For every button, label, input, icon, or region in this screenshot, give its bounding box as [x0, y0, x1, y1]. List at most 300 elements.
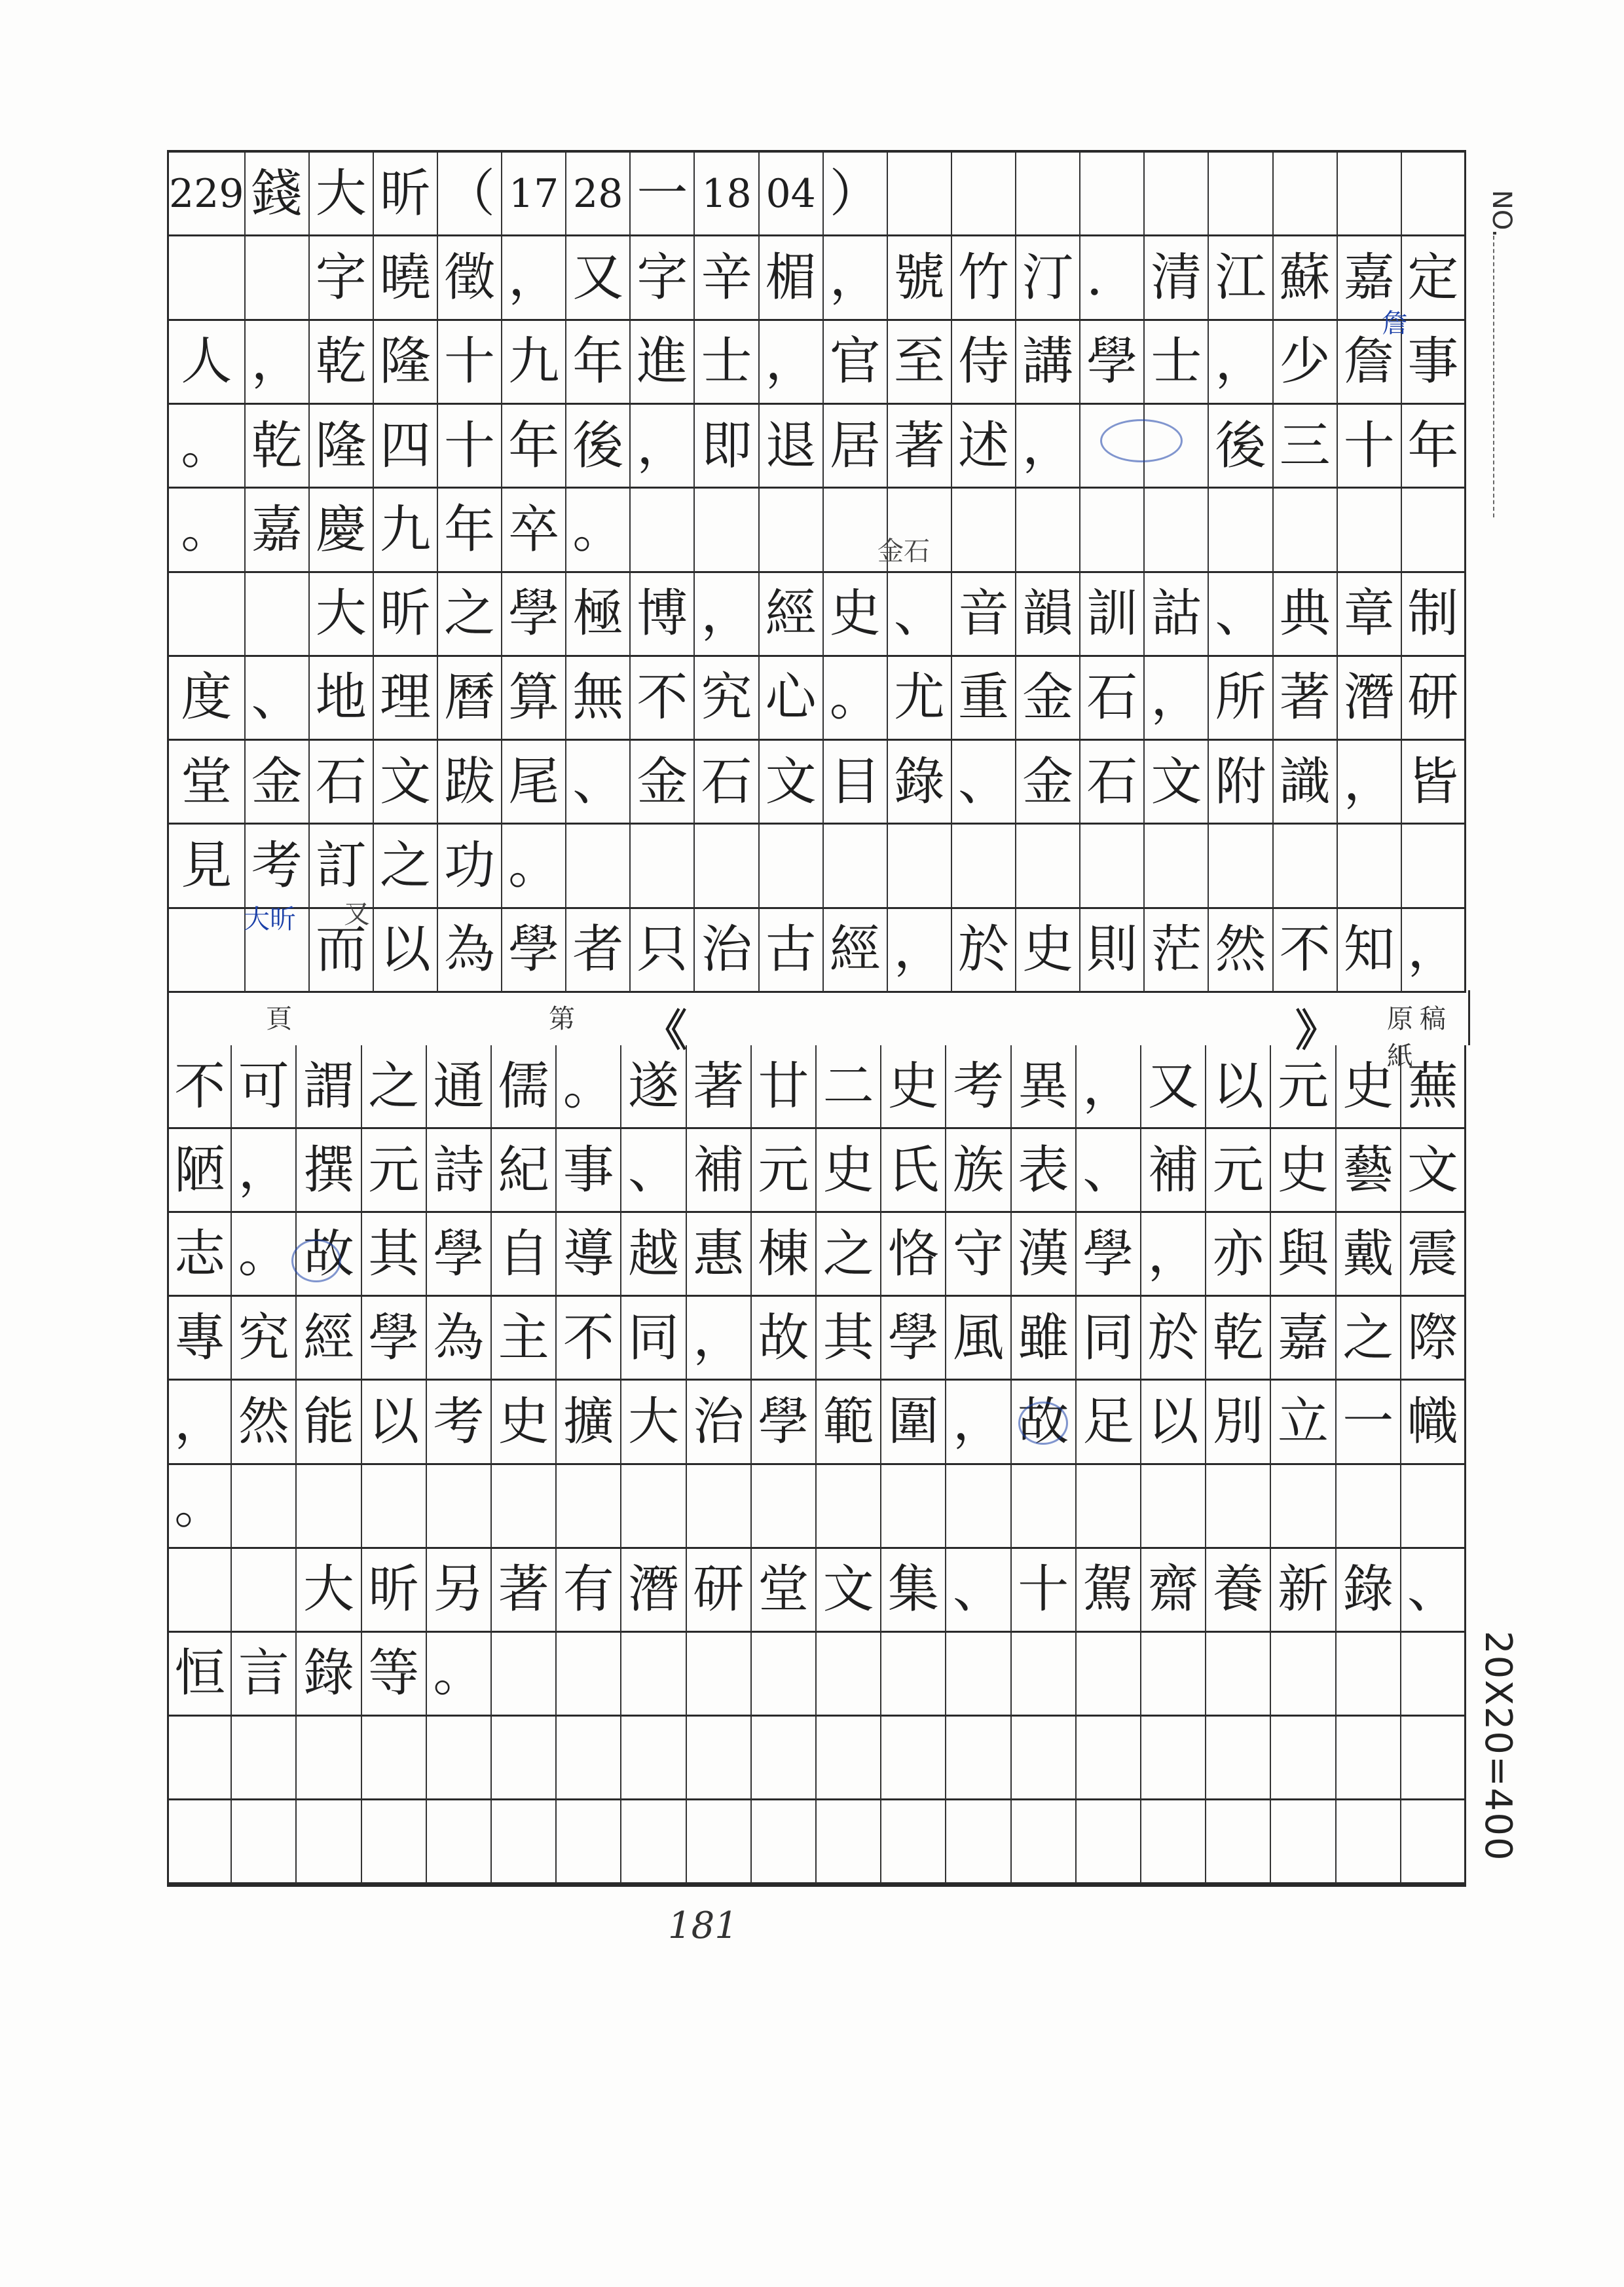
- grid-cell: 江: [1209, 236, 1273, 320]
- grid-cell: [297, 1717, 361, 1800]
- grid-cell: [1077, 1800, 1141, 1884]
- grid-cell: 恒: [167, 1633, 232, 1717]
- grid-cell: [1145, 153, 1209, 236]
- grid-cell: [566, 825, 631, 908]
- grid-cell: 訓: [1080, 573, 1145, 657]
- grid-cell: ，: [946, 1381, 1011, 1464]
- grid-cell: [1145, 825, 1209, 908]
- grid-cell: [1012, 1800, 1077, 1884]
- grid-cell: 同: [621, 1297, 686, 1381]
- grid-cell: ，: [1077, 1045, 1141, 1129]
- grid-cell: 士: [1145, 321, 1209, 405]
- grid-cell: ，: [502, 236, 566, 320]
- grid-cell: 尾: [502, 741, 566, 825]
- grid-cell: 皆: [1402, 741, 1466, 825]
- grid-cell: 故: [297, 1213, 361, 1297]
- grid-cell: 元: [1206, 1129, 1271, 1213]
- grid-cell: 章: [1338, 573, 1402, 657]
- grid-cell: [1209, 153, 1273, 236]
- grid-cell: 金: [1016, 741, 1080, 825]
- grid-cell: [817, 1800, 881, 1884]
- grid-cell: 。: [557, 1045, 621, 1129]
- grid-cell: 通: [427, 1045, 492, 1129]
- grid-cell: 、: [946, 1549, 1011, 1633]
- grid-cell: [1337, 1717, 1401, 1800]
- grid-cell: 慶: [310, 489, 374, 572]
- grid-cell: [952, 489, 1016, 572]
- grid-cell: 人: [167, 321, 246, 405]
- grid-cell: [1012, 1717, 1077, 1800]
- grid-cell: [1206, 1800, 1271, 1884]
- grid-cell: 韻: [1016, 573, 1080, 657]
- side-dashed-line: [1493, 236, 1494, 517]
- grid-cell: ，: [1141, 1213, 1206, 1297]
- grid-cell: [167, 573, 246, 657]
- grid-cell: 堂: [752, 1549, 817, 1633]
- grid-cell: [621, 1717, 686, 1800]
- grid-cell: 於: [1141, 1297, 1206, 1381]
- grid-cell: 遂: [621, 1045, 686, 1129]
- grid-cell: 不: [557, 1297, 621, 1381]
- grid-cell: 為: [438, 909, 502, 993]
- grid-cell: 史: [1337, 1045, 1401, 1129]
- grid-cell: 大: [310, 573, 374, 657]
- grid-cell: 九: [374, 489, 438, 572]
- grid-cell: 十: [438, 405, 502, 489]
- grid-cell: 28: [566, 153, 631, 236]
- grid-cell: [824, 825, 888, 908]
- grid-cell: [492, 1800, 557, 1884]
- grid-cell: ，: [695, 573, 759, 657]
- grid-cell: 族: [946, 1129, 1011, 1213]
- grid-cell: 能: [297, 1381, 361, 1464]
- grid-cell: ，: [631, 405, 695, 489]
- grid-cell: ，: [167, 1381, 232, 1464]
- grid-cell: 又: [1141, 1045, 1206, 1129]
- grid-cell: [557, 1465, 621, 1549]
- grid-cell: 侍: [952, 321, 1016, 405]
- grid-cell: 。: [167, 489, 246, 572]
- grid-cell: [687, 1717, 752, 1800]
- grid-cell: 故: [752, 1297, 817, 1381]
- grid-cell: 史: [881, 1045, 946, 1129]
- grid-cell: [1209, 489, 1273, 572]
- grid-cell: 尤: [888, 657, 952, 741]
- grid-cell: 少: [1274, 321, 1338, 405]
- grid-cell: 嘉: [1271, 1297, 1336, 1381]
- grid-cell: [557, 1800, 621, 1884]
- grid-cell: ，: [1209, 321, 1273, 405]
- grid-cell: 事: [1402, 321, 1466, 405]
- grid-cell: 進: [631, 321, 695, 405]
- grid-cell: 範: [817, 1381, 881, 1464]
- grid-cell: [817, 1633, 881, 1717]
- grid-cell: 著: [888, 405, 952, 489]
- grid-cell: ，: [760, 321, 824, 405]
- grid-cell: 撰: [297, 1129, 361, 1213]
- grid-cell: [631, 825, 695, 908]
- grid-cell: 擴: [557, 1381, 621, 1464]
- grid-cell: 不: [631, 657, 695, 741]
- insertion-mark: 詹: [1382, 308, 1408, 339]
- grid-cell: 、: [1401, 1549, 1466, 1633]
- grid-cell: 表: [1012, 1129, 1077, 1213]
- grid-cell: 無: [566, 657, 631, 741]
- grid-cell: ，: [1338, 741, 1402, 825]
- grid-cell: 述: [952, 405, 1016, 489]
- grid-cell: 圍: [881, 1381, 946, 1464]
- grid-cell: [1338, 489, 1402, 572]
- grid-cell: [232, 1549, 297, 1633]
- grid-cell: 棟: [752, 1213, 817, 1297]
- grid-cell: 言: [232, 1633, 297, 1717]
- grid-cell: [1206, 1717, 1271, 1800]
- gutter-chapter-label: 第: [549, 1004, 575, 1034]
- grid-cell: [1402, 153, 1466, 236]
- grid-cell: 文: [374, 741, 438, 825]
- grid-cell: [297, 1465, 361, 1549]
- grid-cell: [1401, 1717, 1466, 1800]
- grid-cell: [1337, 1800, 1401, 1884]
- grid-cell: [1401, 1465, 1466, 1549]
- insertion-mark: 金石: [877, 536, 930, 567]
- grid-cell: 元: [1271, 1045, 1336, 1129]
- grid-cell: 事: [557, 1129, 621, 1213]
- grid-cell: 嘉: [246, 489, 310, 572]
- grid-cell: 。: [232, 1213, 297, 1297]
- grid-cell: [621, 1465, 686, 1549]
- manuscript-grid-bottom: [167, 1045, 1466, 1887]
- grid-cell: [752, 1800, 817, 1884]
- grid-cell: [1206, 1633, 1271, 1717]
- gutter-page-label: 頁: [266, 1004, 292, 1034]
- grid-cell: 算: [502, 657, 566, 741]
- grid-cell: 者: [566, 909, 631, 993]
- grid-cell: 重: [952, 657, 1016, 741]
- grid-cell: 、: [566, 741, 631, 825]
- grid-cell: [1338, 825, 1402, 908]
- grid-cell: 自: [492, 1213, 557, 1297]
- insertion-mark: 大昕: [244, 904, 296, 935]
- grid-cell: 金: [246, 741, 310, 825]
- grid-cell: 。: [167, 405, 246, 489]
- grid-cell: 04: [760, 153, 824, 236]
- grid-cell: 乾: [1206, 1297, 1271, 1381]
- grid-cell: [1209, 825, 1273, 908]
- grid-cell: 石: [695, 741, 759, 825]
- grid-cell: 文: [817, 1549, 881, 1633]
- grid-cell: 所: [1209, 657, 1273, 741]
- grid-cell: 元: [362, 1129, 427, 1213]
- grid-cell: [1338, 153, 1402, 236]
- grid-cell: 守: [946, 1213, 1011, 1297]
- grid-cell: 講: [1016, 321, 1080, 405]
- grid-cell: 至: [888, 321, 952, 405]
- grid-cell: 究: [695, 657, 759, 741]
- grid-cell: 三: [1274, 405, 1338, 489]
- grid-cell: [1401, 1800, 1466, 1884]
- grid-cell: [1206, 1465, 1271, 1549]
- grid-cell: 之: [362, 1045, 427, 1129]
- grid-cell: 考: [946, 1045, 1011, 1129]
- ink-strikeout: [1018, 1402, 1068, 1445]
- grid-cell: 謂: [297, 1045, 361, 1129]
- grid-cell: 竹: [952, 236, 1016, 320]
- grid-cell: [946, 1717, 1011, 1800]
- grid-cell: 曉: [374, 236, 438, 320]
- grid-cell: 隆: [374, 321, 438, 405]
- grid-cell: 只: [631, 909, 695, 993]
- grid-cell: [946, 1633, 1011, 1717]
- grid-cell: [881, 1717, 946, 1800]
- grid-cell: 詹: [1338, 321, 1402, 405]
- grid-cell: 錄: [888, 741, 952, 825]
- grid-cell: 氏: [881, 1129, 946, 1213]
- grid-cell: 同: [1077, 1297, 1141, 1381]
- grid-cell: 一: [1337, 1381, 1401, 1464]
- grid-cell: 四: [374, 405, 438, 489]
- grid-cell: [881, 1633, 946, 1717]
- grid-cell: [687, 1465, 752, 1549]
- grid-cell: 錄: [297, 1633, 361, 1717]
- ink-strikeout: [1100, 419, 1183, 462]
- grid-cell: 導: [557, 1213, 621, 1297]
- grid-cell: 蘇: [1274, 236, 1338, 320]
- grid-cell: [167, 1717, 232, 1800]
- grid-cell: 官: [824, 321, 888, 405]
- gutter-right-bracket: 》: [1295, 1005, 1338, 1056]
- grid-cell: 楣: [760, 236, 824, 320]
- grid-cell: 年: [502, 405, 566, 489]
- grid-cell: ，: [1016, 405, 1080, 489]
- grid-cell: [1016, 489, 1080, 572]
- grid-cell: 紀: [492, 1129, 557, 1213]
- grid-cell: 齋: [1141, 1549, 1206, 1633]
- grid-cell: 然: [1209, 909, 1273, 993]
- grid-cell: [946, 1800, 1011, 1884]
- side-grid-spec: 20X20=400: [1477, 1631, 1519, 1862]
- grid-cell: 之: [374, 825, 438, 908]
- grid-cell: 補: [687, 1129, 752, 1213]
- grid-cell: 際: [1401, 1297, 1466, 1381]
- grid-cell: 考: [246, 825, 310, 908]
- grid-cell: [232, 1800, 297, 1884]
- grid-cell: [362, 1717, 427, 1800]
- grid-cell: [167, 909, 246, 993]
- grid-cell: 。: [824, 657, 888, 741]
- grid-cell: 音: [952, 573, 1016, 657]
- grid-cell: 其: [362, 1213, 427, 1297]
- grid-cell: 石: [1080, 741, 1145, 825]
- grid-cell: 詩: [427, 1129, 492, 1213]
- grid-cell: [1271, 1465, 1336, 1549]
- grid-cell: 見: [167, 825, 246, 908]
- grid-cell: [427, 1717, 492, 1800]
- grid-cell: [1402, 489, 1466, 572]
- grid-cell: 研: [687, 1549, 752, 1633]
- grid-cell: 研: [1402, 657, 1466, 741]
- grid-cell: 學: [752, 1381, 817, 1464]
- grid-cell: 之: [438, 573, 502, 657]
- grid-cell: 於: [952, 909, 1016, 993]
- grid-cell: 年: [438, 489, 502, 572]
- grid-cell: 。: [502, 825, 566, 908]
- grid-cell: 新: [1271, 1549, 1336, 1633]
- grid-cell: 字: [310, 236, 374, 320]
- grid-cell: 年: [1402, 405, 1466, 489]
- grid-cell: [492, 1633, 557, 1717]
- grid-cell: [1080, 489, 1145, 572]
- grid-cell: 究: [232, 1297, 297, 1381]
- grid-cell: 定: [1402, 236, 1466, 320]
- grid-cell: [167, 1549, 232, 1633]
- grid-cell: 號: [888, 236, 952, 320]
- grid-cell: 不: [167, 1045, 232, 1129]
- grid-cell: ，: [687, 1297, 752, 1381]
- gutter-sheet-label: 原稿紙: [1387, 1004, 1452, 1071]
- grid-cell: 另: [427, 1549, 492, 1633]
- grid-cell: 史: [824, 573, 888, 657]
- grid-cell: 十: [1338, 405, 1402, 489]
- grid-cell: [557, 1633, 621, 1717]
- grid-cell: （: [438, 153, 502, 236]
- grid-cell: 亦: [1206, 1213, 1271, 1297]
- grid-cell: [1274, 825, 1338, 908]
- grid-cell: 史: [817, 1129, 881, 1213]
- grid-cell: 專: [167, 1297, 232, 1381]
- grid-cell: 潛: [1338, 657, 1402, 741]
- grid-cell: ，: [824, 236, 888, 320]
- grid-cell: 經: [824, 909, 888, 993]
- grid-cell: 集: [881, 1549, 946, 1633]
- grid-cell: 即: [695, 405, 759, 489]
- grid-cell: 然: [232, 1381, 297, 1464]
- grid-cell: 昕: [362, 1549, 427, 1633]
- grid-cell: 雖: [1012, 1297, 1077, 1381]
- grid-cell: 與: [1271, 1213, 1336, 1297]
- grid-cell: 。: [427, 1633, 492, 1717]
- grid-cell: [232, 1717, 297, 1800]
- manuscript-grid-top: [167, 150, 1466, 993]
- grid-cell: 退: [760, 405, 824, 489]
- grid-cell: [1016, 153, 1080, 236]
- grid-cell: 大: [310, 153, 374, 236]
- side-no-label: NO.: [1486, 190, 1517, 238]
- grid-cell: [167, 1800, 232, 1884]
- grid-cell: 居: [824, 405, 888, 489]
- grid-cell: 著: [1274, 657, 1338, 741]
- grid-cell: 學: [362, 1297, 427, 1381]
- grid-cell: 、: [1209, 573, 1273, 657]
- grid-cell: [297, 1800, 361, 1884]
- grid-cell: 以: [362, 1381, 427, 1464]
- grid-cell: [1016, 825, 1080, 908]
- grid-cell: 元: [752, 1129, 817, 1213]
- grid-cell: 史: [1271, 1129, 1336, 1213]
- grid-cell: 目: [824, 741, 888, 825]
- grid-cell: 則: [1080, 909, 1145, 993]
- grid-cell: [817, 1717, 881, 1800]
- grid-cell: 考: [427, 1381, 492, 1464]
- grid-cell: 越: [621, 1213, 686, 1297]
- grid-cell: 足: [1077, 1381, 1141, 1464]
- grid-cell: 跋: [438, 741, 502, 825]
- grid-cell: ）: [824, 153, 888, 236]
- grid-cell: [817, 1465, 881, 1549]
- grid-cell: 石: [1080, 657, 1145, 741]
- grid-cell: 17: [502, 153, 566, 236]
- grid-cell: 震: [1401, 1213, 1466, 1297]
- grid-cell: [888, 153, 952, 236]
- grid-cell: 經: [760, 573, 824, 657]
- grid-cell: [1012, 1465, 1077, 1549]
- grid-cell: [1077, 1465, 1141, 1549]
- grid-cell: 一: [631, 153, 695, 236]
- grid-cell: 詁: [1145, 573, 1209, 657]
- grid-cell: 幟: [1401, 1381, 1466, 1464]
- grid-cell: 知: [1338, 909, 1402, 993]
- grid-cell: 九: [502, 321, 566, 405]
- grid-cell: [752, 1465, 817, 1549]
- grid-cell: [952, 825, 1016, 908]
- grid-cell: ，: [1145, 657, 1209, 741]
- grid-cell: 文: [1145, 741, 1209, 825]
- grid-cell: 心: [760, 657, 824, 741]
- grid-cell: 功: [438, 825, 502, 908]
- grid-cell: 而: [310, 909, 374, 993]
- grid-cell: 石: [310, 741, 374, 825]
- grid-cell: [1402, 825, 1466, 908]
- grid-cell: 十: [1012, 1549, 1077, 1633]
- grid-cell: ，: [232, 1129, 297, 1213]
- grid-cell: [1271, 1717, 1336, 1800]
- grid-cell: 後: [566, 405, 631, 489]
- grid-cell: 理: [374, 657, 438, 741]
- grid-cell: 蕪: [1401, 1045, 1466, 1129]
- grid-cell: 治: [695, 909, 759, 993]
- grid-cell: 異: [1012, 1045, 1077, 1129]
- grid-cell: 大: [621, 1381, 686, 1464]
- grid-cell: 附: [1209, 741, 1273, 825]
- grid-cell: 。: [566, 489, 631, 572]
- grid-cell: 惠: [687, 1213, 752, 1297]
- grid-cell: 駕: [1077, 1549, 1141, 1633]
- grid-cell: 儒: [492, 1045, 557, 1129]
- grid-cell: [621, 1800, 686, 1884]
- grid-cell: 。: [167, 1465, 232, 1549]
- insertion-mark: 又: [344, 899, 370, 929]
- grid-cell: [1012, 1633, 1077, 1717]
- grid-cell: 養: [1206, 1549, 1271, 1633]
- grid-cell: 乾: [310, 321, 374, 405]
- grid-cell: 廿: [752, 1045, 817, 1129]
- grid-cell: 以: [1141, 1381, 1206, 1464]
- grid-cell: [760, 825, 824, 908]
- grid-cell: [246, 573, 310, 657]
- grid-cell: [1141, 1633, 1206, 1717]
- grid-cell: [557, 1717, 621, 1800]
- grid-cell: [167, 236, 246, 320]
- grid-cell: 恪: [881, 1213, 946, 1297]
- sheet-gutter-band: [167, 990, 1470, 1071]
- grid-cell: [687, 1800, 752, 1884]
- grid-cell: [621, 1633, 686, 1717]
- grid-cell: [1077, 1717, 1141, 1800]
- grid-cell: 金: [631, 741, 695, 825]
- grid-cell: 極: [566, 573, 631, 657]
- grid-cell: [1337, 1633, 1401, 1717]
- grid-cell: 、: [246, 657, 310, 741]
